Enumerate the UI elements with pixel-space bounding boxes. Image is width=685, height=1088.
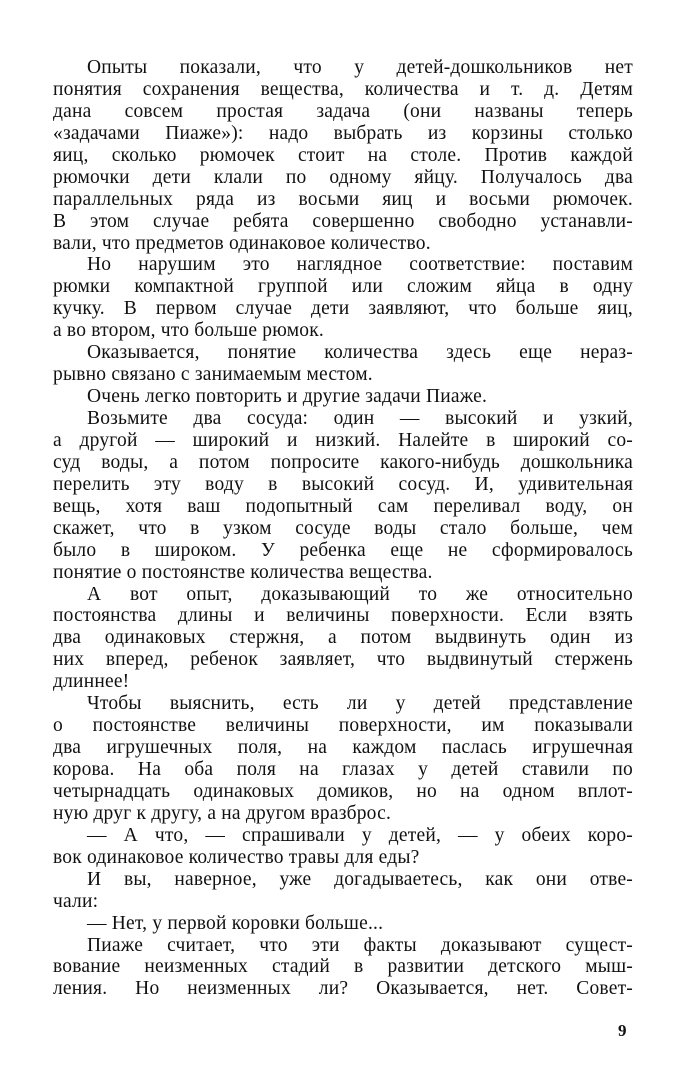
text-line: а во втором, что больше рюмок. <box>53 320 324 342</box>
text-line: а другой — широкий и низкий. Налейте в широкий со- <box>53 429 633 451</box>
text-line: Но нарушим это наглядное соответствие: поставим <box>87 254 633 276</box>
text-line: ления. Но неизменных ли? Оказывается, нет. Совет- <box>53 978 633 1000</box>
paragraph <box>53 825 633 869</box>
text-line: вование неизменных стадий в развитии детского мыш- <box>53 956 633 978</box>
text-line: Оказывается, понятие количества здесь еще нераз- <box>87 342 633 364</box>
text-line: рюмки компактной группой или сложим яйца в одну <box>53 276 633 298</box>
text-line: длиннее! <box>53 671 130 693</box>
text-line: параллельных ряда из восьми яиц и восьми рюмочек. <box>53 188 633 210</box>
text-line: Чтобы выяснить, есть ли у детей представление <box>87 693 633 715</box>
text-line: Пиаже считает, что эти факты доказывают сущест- <box>87 934 633 956</box>
text-line: яиц, сколько рюмочек стоит на столе. Против каждой <box>53 144 633 166</box>
text-line: Возьмите два сосуда: один — высокий и узкий, <box>87 408 633 429</box>
text-line: корова. На оба поля на глазах у детей ставили по <box>53 759 633 780</box>
text-line: И вы, наверное, уже догадываетесь, как они отве- <box>87 868 633 890</box>
paragraph <box>53 342 633 386</box>
page-body <box>53 57 633 1000</box>
paragraph <box>53 693 633 825</box>
text-line: вещь, хотя ваш подопытный сам переливал воду, он <box>53 495 633 517</box>
paragraph <box>53 584 633 694</box>
text-line: дана совсем простая задача (они названы теперь <box>53 100 633 122</box>
text-line: кучку. В первом случае дети заявляют, что больше яиц, <box>53 298 633 320</box>
text-line: них вперед, ребенок заявляет, что выдвинутый стержень <box>53 649 633 671</box>
text-line: понятие о постоянстве количества вещества. <box>53 561 433 583</box>
text-line: рюмочки дети клали по одному яйцу. Получалось два <box>53 166 633 188</box>
text-line: Опыты показали, что у детей-дошкольников нет <box>87 57 633 78</box>
paragraph <box>53 408 633 584</box>
text-line: В этом случае ребята совершенно свободно устанавли- <box>53 210 633 232</box>
text-line: было в широком. У ребенка еще не сформировалось <box>53 539 633 561</box>
text-line: суд воды, а потом попросите какого-нибудь дошкольника <box>53 451 633 473</box>
text-line: понятия сохранения вещества, количества и т. д. Детям <box>53 78 633 100</box>
text-line: рывно связано с занимаемым местом. <box>53 364 373 386</box>
text-line: перелить эту воду в высокий сосуд. И, удивительная <box>53 473 633 495</box>
text-line: два игрушечных поля, на каждом паслась игрушечная <box>53 737 633 759</box>
text-line: ную друг к другу, а на другом вразброс. <box>53 802 392 824</box>
text-line: — Нет, у первой коровки больше... <box>87 912 384 934</box>
text-line: Очень легко повторить и другие задачи Пиаже. <box>87 386 488 408</box>
text-line: вок одинаковое количество травы для еды? <box>53 846 420 868</box>
text-line: скажет, что в узком сосуде воды стало больше, чем <box>53 517 633 539</box>
text-line: А вот опыт, доказывающий то же относительно <box>87 583 633 605</box>
text-line: вали, что предметов одинаковое количество. <box>53 232 431 254</box>
paragraph <box>53 57 633 254</box>
text-line: четырнадцать одинаковых домиков, но на одном вплот- <box>53 780 633 802</box>
text-line: постоянства длины и величины поверхности. Если взять <box>53 605 633 627</box>
paragraph <box>53 386 633 408</box>
page-number: 9 <box>618 1021 627 1040</box>
text-line: чали: <box>53 890 99 912</box>
paragraph <box>53 913 633 935</box>
paragraph <box>53 254 633 342</box>
text-line: о постоянстве величины поверхности, им показывали <box>53 715 633 737</box>
text-line: — А что, — спрашивали у детей, — у обеих коро- <box>87 824 633 846</box>
text-line: «задачами Пиаже»): надо выбрать из корзины столько <box>53 122 633 144</box>
paragraph <box>53 935 633 1001</box>
text-line: два одинаковых стержня, а потом выдвинуть один из <box>53 627 633 649</box>
paragraph <box>53 869 633 913</box>
